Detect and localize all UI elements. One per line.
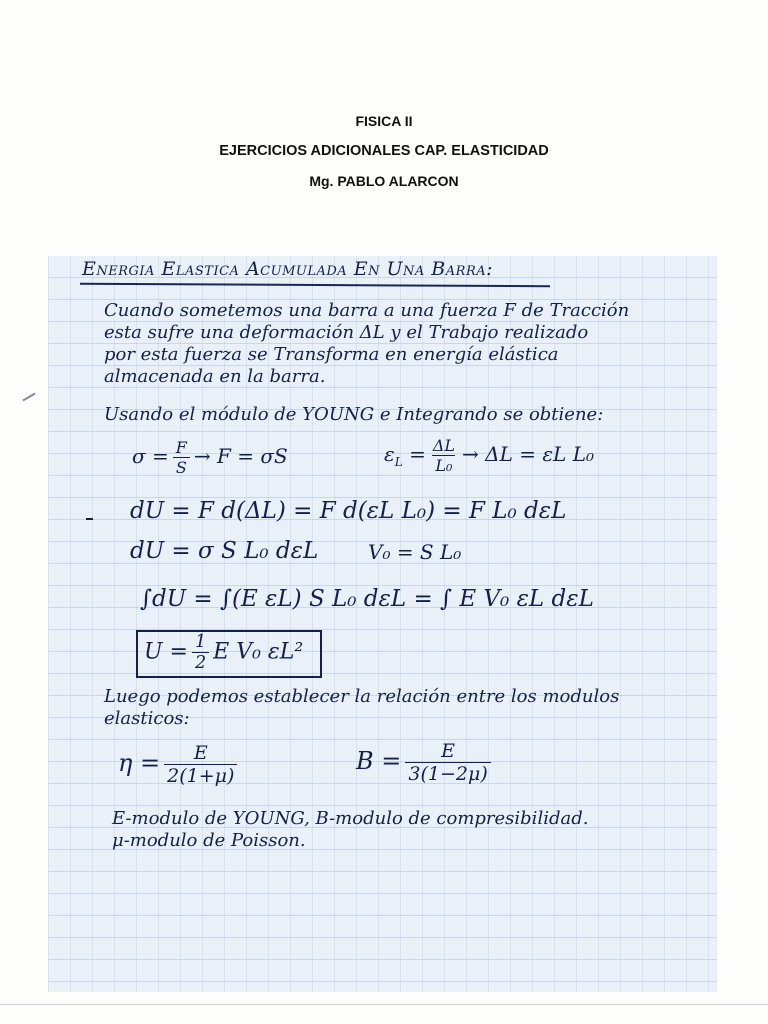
eq7-numerator: E (193, 742, 208, 764)
eq8-left: B = (356, 747, 402, 775)
author-name: Mg. PABLO ALARCON (309, 173, 459, 189)
document-header (0, 106, 768, 196)
eq2-denominator: L₀ (432, 455, 455, 475)
eq6-numerator: 1 (194, 632, 207, 652)
eq7-fraction (164, 742, 237, 787)
definition-line-1: E-modulo de YOUNG, B-modulo de compresibilidad. (112, 808, 589, 829)
equation-bulk-modulus (356, 740, 495, 785)
paragraph-1-line-4: almacenada en la barra. (104, 366, 326, 387)
eq1-right: → F = σS (193, 444, 288, 468)
margin-dash (86, 518, 93, 520)
equation-volume: V₀ = S L₀ (368, 540, 462, 564)
handwritten-title: Energia Elastica Acumulada En Una Barra: (82, 258, 494, 280)
paragraph-3-line-1: Luego podemos establecer la relación entre los modulos (104, 686, 620, 707)
paragraph-1-line-1: Cuando sometemos una barra a una fuerza F de Tracción (104, 300, 630, 321)
equation-du-2: dU = σ S L₀ dεL (130, 538, 319, 564)
eq1-left: σ = (132, 444, 169, 468)
equation-stress (132, 438, 288, 477)
eq1-denominator: S (173, 457, 190, 477)
equation-integral: ∫dU = ∫(E εL) S L₀ dεL = ∫ E V₀ εL dεL (140, 586, 594, 612)
definition-line-2: μ-modulo de Poisson. (112, 830, 306, 851)
eq8-fraction (405, 740, 490, 785)
equation-shear-modulus (118, 742, 241, 787)
paragraph-1-line-2: esta sufre una deformación ΔL y el Trabajo realizado (104, 322, 589, 343)
equation-du-1: dU = F d(ΔL) = F d(εL L₀) = F L₀ dεL (130, 498, 567, 524)
margin-mark (22, 393, 35, 402)
eq7-denominator: 2(1+μ) (164, 764, 237, 787)
eq1-numerator: F (175, 438, 187, 457)
paragraph-1-line-3: por esta fuerza se Transforma en energía elástica (104, 344, 559, 365)
eq8-denominator: 3(1−2μ) (405, 762, 490, 785)
eq6-fraction (192, 632, 209, 673)
eq1-fraction (173, 438, 190, 477)
equation-strain (384, 436, 594, 475)
equation-energy (144, 632, 303, 673)
paragraph-3-line-2: elasticos: (104, 708, 190, 729)
exercise-title: EJERCICIOS ADICIONALES CAP. ELASTICIDAD (219, 143, 549, 159)
paragraph-2: Usando el módulo de YOUNG e Integrando se obtiene: (104, 404, 604, 425)
eq7-left: η = (118, 749, 161, 777)
eq2-numerator: ΔL (432, 436, 456, 455)
course-title: FISICA II (355, 113, 413, 129)
page-bottom-edge (0, 1004, 768, 1005)
eq2-epsilon: ε (384, 442, 395, 466)
eq6-denominator: 2 (192, 652, 209, 673)
eq6-left: U = (144, 639, 188, 665)
eq8-numerator: E (441, 740, 455, 762)
eq6-right: E V₀ εL² (213, 639, 304, 665)
eq2-equals: = (409, 442, 426, 466)
eq2-right: → ΔL = εL L₀ (462, 442, 594, 466)
eq2-fraction (430, 436, 458, 475)
eq2-subscript: L (394, 455, 403, 469)
